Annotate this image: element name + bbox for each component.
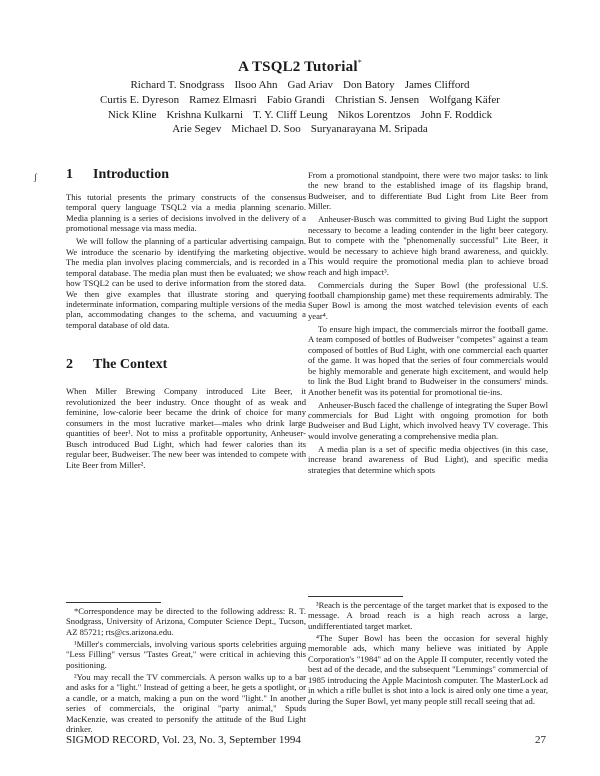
paragraph: This tutorial presents the primary constructs of the consensus temporal query language TSQL2 via a media planning scenario. Media planning is a series of decisions involved in the delivery of a promotional message via mass media. — [66, 192, 306, 234]
section-heading-introduction — [66, 166, 306, 184]
footnotes-left — [66, 602, 306, 736]
author-line — [40, 93, 560, 108]
author: Ramez Elmasri — [189, 93, 257, 106]
section-number: 1 — [66, 167, 73, 182]
footnote: ⁴The Super Bowl has been the occasion for several highly memorable ads, which many believe was initiated by Apple Corporation's "1984" ad on the Apple II computer, recently voted the best ad of the decade, and the subsequent "Lemmings" commercial of 1985 introducing the Apple Macintosh computer. The MasterLock ad in which a rifle bullet is shot into a lock is aired only one time a year, during the Super Bowl, yet many people still recall seeing that ad. — [308, 632, 548, 706]
paragraph: From a promotional standpoint, there were two major tasks: to link the new brand to the established image of its flagship brand, Budweiser, and to differentiate Bud Light from Lite Beer from Miller. — [308, 170, 548, 212]
author: Nikos Lorentzos — [337, 108, 411, 121]
paragraph: A media plan is a set of specific media objectives (in this case, increase brand awareness of Bud Light), and specific media strategies that determine which spots — [308, 443, 548, 475]
right-column — [308, 170, 548, 475]
author-line — [40, 78, 560, 93]
section-heading-context — [66, 356, 306, 374]
author: Wolfgang Käfer — [429, 93, 500, 106]
author: Curtis E. Dyreson — [100, 93, 180, 106]
author: Christian S. Jensen — [335, 93, 420, 106]
author: Ilsoo Ahn — [234, 79, 278, 91]
author: Krishna Kulkarni — [166, 108, 244, 121]
footnote: *Correspondence may be directed to the following address: R. T. Snodgrass, University of Arizona, Computer Science Dept., Tucson, AZ 85721; rts@cs.arizona.edu. — [66, 606, 306, 637]
section-title: The Context — [93, 357, 168, 373]
footnotes-right — [308, 596, 548, 708]
author-line — [40, 122, 560, 137]
footnote: ³Reach is the percentage of the target market that is exposed to the message. A broad reach is a high reach across a large, undifferentiated target market. — [308, 600, 548, 631]
footnote: ¹Miller's commercials, involving various sports celebrities arguing "Less Filling" versus "Tastes Great," were critical in achieving this positioning. — [66, 638, 306, 670]
left-column — [66, 166, 306, 470]
author: James Clifford — [404, 79, 470, 91]
paper-title: A TSQL2 Tutorial* — [238, 58, 362, 75]
author-list — [40, 78, 560, 137]
paragraph: Anheuser-Busch was committed to giving Bud Light the support necessary to become a leading contender in the light beer category. But to compete with the "phenomenally successful" Lite Beer, it would be necessary to achieve high brand awareness, and quickly. This would require the promotional media plan to achieve broad reach and high impact³. — [308, 214, 548, 277]
author: Don Batory — [343, 79, 395, 91]
title-footnote-mark: * — [357, 58, 362, 67]
journal-footer: SIGMOD RECORD, Vol. 23, No. 3, September 1994 — [66, 734, 301, 746]
author: Arie Segev — [172, 123, 222, 136]
section-number: 2 — [66, 357, 73, 373]
author: John F. Roddick — [420, 108, 493, 121]
paragraph: When Miller Brewing Company introduced Lite Beer, it revolutionized the beer industry. Once thought of as weak and feminine, low-calorie beer became the drink of choice for many consumers in the most lucrative market—males who drink large quantities of beer¹. Not to miss a profitable opportunity, Anheuser-Busch introduced Bud Light, which had fewer calories than its regular beer, Budweiser. The new beer was intended to compete with Lite Beer from Miller². — [66, 386, 306, 470]
footnote-rule — [308, 596, 403, 597]
paragraph: To ensure high impact, the commercials mirror the football game. A team composed of bottles of Budweiser "competes" against a team composed of bottles of Bud Light, with one commercial each quarter of the game. It was hoped that the series of four commercials would be highly memorable and generate high excitement, and would help to link the Bud Light brand to Budweiser in the consumers' minds. Another benefit was its potential for promotional tie-ins. — [308, 323, 548, 397]
author: Suryanarayana M. Sripada — [310, 123, 428, 136]
margin-mark: ʃ — [34, 172, 37, 182]
section-title: Introduction — [93, 167, 169, 182]
author: Richard T. Snodgrass — [130, 79, 225, 91]
footnote-rule — [66, 602, 161, 603]
author-line — [40, 108, 560, 123]
paragraph: We will follow the planning of a particular advertising campaign. We introduce the scenario by identifying the marketing objective. The media plan involves placing commercials, and is recorded in a temporal database. The media plan must then be evaluated; we show how TSQL2 can be used to derive information from the stored data. We then give examples that illustrate storing and querying indeterminate information, comparing multiple versions of the media plan, accommodating changes to the schema, and vacuuming a temporal database of old data. — [66, 236, 306, 330]
author: Gad Ariav — [287, 79, 334, 91]
page-number: 27 — [535, 734, 546, 746]
paragraph: Commercials during the Super Bowl (the professional U.S. football championship game) met these requirements admirably. The Super Bowl is among the most watched television events of each year⁴. — [308, 279, 548, 321]
paragraph: Anheuser-Busch faced the challenge of integrating the Super Bowl commercials for Bud Light with ongoing promotion for both Budweiser and Bud Light, which involved heavy TV coverage. This would involve generating a comprehensive media plan. — [308, 399, 548, 441]
author: T. Y. Cliff Leung — [253, 108, 328, 121]
author: Michael D. Soo — [231, 123, 301, 136]
author: Nick Kline — [107, 108, 157, 121]
author: Fabio Grandi — [266, 93, 326, 106]
footnote: ²You may recall the TV commercials. A person walks up to a bar and asks for a "light." Instead of getting a beer, he gets a spotlight, or a candle, or a match, making a pun on the word "light." In another series of commercials, the original "party animal," Spuds MacKenzie, was created to personify the attitude of the Bud Light drinker. — [66, 671, 306, 734]
